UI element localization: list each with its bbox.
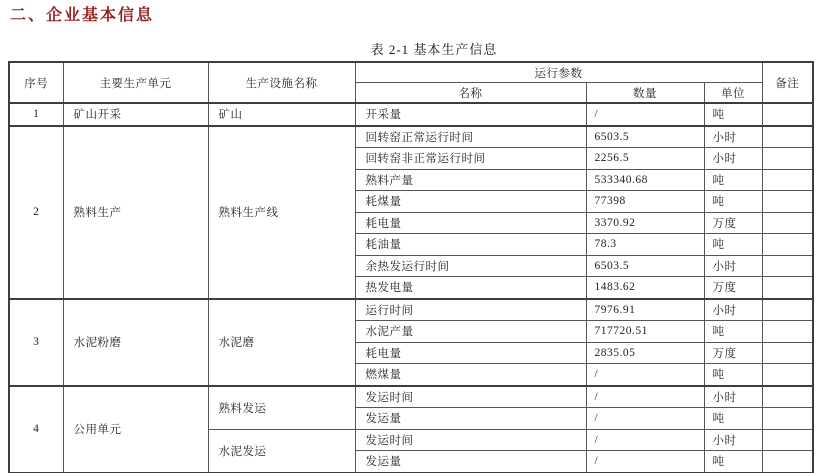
cell-main-unit: 水泥粉磨 [63, 299, 208, 386]
cell-main-unit: 熟料生产 [63, 126, 208, 299]
cell-unit: 万度 [704, 277, 762, 299]
cell-unit: 小时 [704, 255, 762, 277]
cell-quantity: 7976.91 [586, 299, 704, 321]
cell-facility-name: 矿山 [208, 103, 355, 126]
cell-param-name: 耗电量 [355, 212, 586, 234]
cell-param-name: 水泥产量 [355, 321, 586, 343]
cell-remark [762, 342, 813, 364]
cell-main-unit: 公用单元 [63, 386, 208, 473]
cell-unit: 吨 [704, 364, 762, 386]
table-caption: 表 2-1 基本生产信息 [370, 42, 498, 57]
cell-remark [762, 429, 813, 451]
cell-remark [762, 386, 813, 408]
header-row-1 [9, 62, 813, 83]
cell-param-name: 耗电量 [355, 342, 586, 364]
cell-param-name: 发运时间 [355, 386, 586, 408]
cell-unit: 小时 [704, 429, 762, 451]
cell-quantity: 6503.5 [586, 126, 704, 148]
cell-row-number: 2 [9, 126, 63, 299]
cell-facility-name: 水泥发运 [208, 429, 355, 473]
col-header-main-unit: 主要生产单元 [63, 62, 208, 103]
cell-facility-name: 熟料生产线 [208, 126, 355, 299]
cell-remark [762, 234, 813, 256]
basic-production-info-table [8, 61, 814, 473]
cell-quantity: 717720.51 [586, 321, 704, 343]
cell-quantity: / [586, 429, 704, 451]
table-row [9, 386, 813, 408]
col-header-unit: 单位 [704, 83, 762, 104]
cell-param-name: 运行时间 [355, 299, 586, 321]
cell-unit: 吨 [704, 321, 762, 343]
cell-unit: 吨 [704, 234, 762, 256]
cell-quantity: 78.3 [586, 234, 704, 256]
cell-param-name: 燃煤量 [355, 364, 586, 386]
cell-param-name: 发运量 [355, 451, 586, 473]
cell-param-name: 耗油量 [355, 234, 586, 256]
col-header-param-name: 名称 [355, 83, 586, 104]
cell-remark [762, 255, 813, 277]
col-header-facility: 生产设施名称 [208, 62, 355, 103]
cell-remark [762, 277, 813, 299]
cell-row-number: 4 [9, 386, 63, 473]
cell-quantity: / [586, 408, 704, 430]
cell-unit: 吨 [704, 191, 762, 213]
cell-quantity: 3370.92 [586, 212, 704, 234]
cell-remark [762, 408, 813, 430]
cell-unit: 小时 [704, 299, 762, 321]
cell-quantity: / [586, 103, 704, 126]
cell-quantity: 6503.5 [586, 255, 704, 277]
section-heading: 二、企业基本信息 [10, 7, 155, 24]
cell-quantity: / [586, 364, 704, 386]
cell-unit: 小时 [704, 386, 762, 408]
cell-remark [762, 364, 813, 386]
cell-remark [762, 103, 813, 126]
cell-quantity: 2835.05 [586, 342, 704, 364]
col-header-quantity: 数量 [586, 83, 704, 104]
cell-quantity: / [586, 386, 704, 408]
cell-remark [762, 321, 813, 343]
table-row [9, 299, 813, 321]
cell-quantity: 533340.68 [586, 169, 704, 191]
cell-remark [762, 212, 813, 234]
cell-row-number: 3 [9, 299, 63, 386]
cell-quantity: / [586, 451, 704, 473]
cell-param-name: 余热发运行时间 [355, 255, 586, 277]
cell-facility-name: 水泥磨 [208, 299, 355, 386]
cell-param-name: 发运时间 [355, 429, 586, 451]
cell-remark [762, 451, 813, 473]
table-row [9, 126, 813, 148]
cell-quantity: 1483.62 [586, 277, 704, 299]
table-row [9, 103, 813, 126]
cell-remark [762, 148, 813, 170]
table-body [9, 103, 813, 473]
cell-main-unit: 矿山开采 [63, 103, 208, 126]
col-header-remark: 备注 [762, 62, 813, 103]
cell-unit: 吨 [704, 451, 762, 473]
cell-unit: 吨 [704, 408, 762, 430]
cell-remark [762, 299, 813, 321]
cell-unit: 万度 [704, 212, 762, 234]
cell-unit: 吨 [704, 103, 762, 126]
col-header-run-params: 运行参数 [355, 62, 762, 83]
table-header [9, 62, 813, 103]
col-header-row-number: 序号 [9, 62, 63, 103]
cell-param-name: 熟料产量 [355, 169, 586, 191]
cell-quantity: 2256.5 [586, 148, 704, 170]
cell-remark [762, 191, 813, 213]
cell-param-name: 开采量 [355, 103, 586, 126]
cell-remark [762, 169, 813, 191]
cell-param-name: 发运量 [355, 408, 586, 430]
cell-remark [762, 126, 813, 148]
cell-param-name: 回转窑非正常运行时间 [355, 148, 586, 170]
cell-param-name: 耗煤量 [355, 191, 586, 213]
cell-param-name: 热发电量 [355, 277, 586, 299]
cell-row-number: 1 [9, 103, 63, 126]
cell-param-name: 回转窑正常运行时间 [355, 126, 586, 148]
cell-quantity: 77398 [586, 191, 704, 213]
cell-unit: 小时 [704, 148, 762, 170]
cell-unit: 万度 [704, 342, 762, 364]
cell-facility-name: 熟料发运 [208, 386, 355, 430]
cell-unit: 吨 [704, 169, 762, 191]
cell-unit: 小时 [704, 126, 762, 148]
